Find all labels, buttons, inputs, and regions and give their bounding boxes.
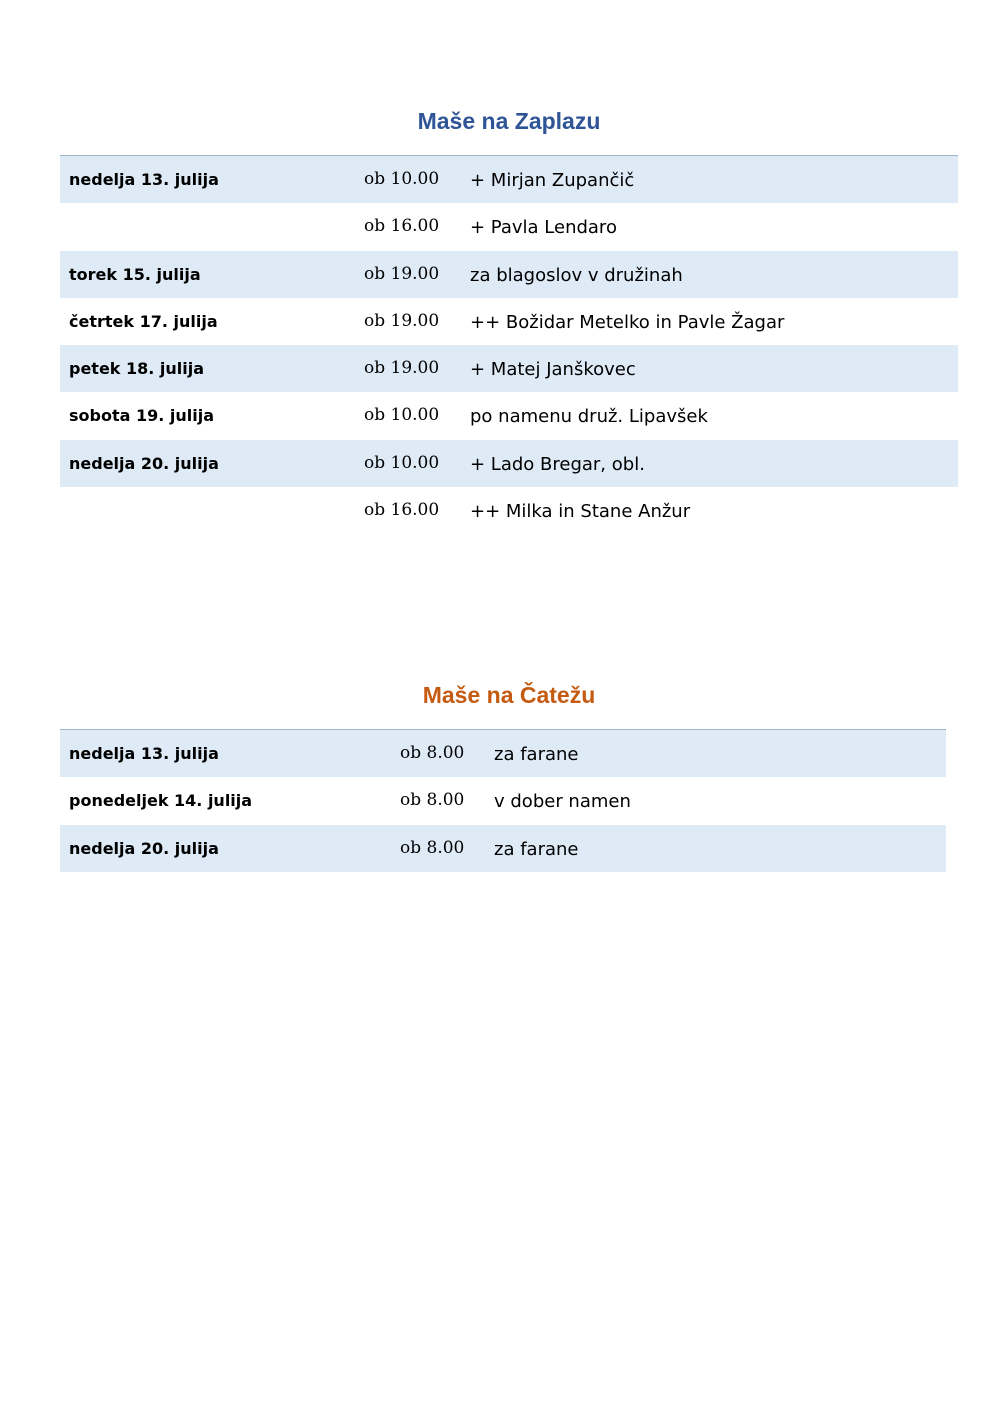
row-time: ob 19.00 bbox=[364, 358, 440, 379]
row-intent: + Lado Bregar, obl. bbox=[470, 453, 645, 475]
section-title-catez: Maše na Čatežu bbox=[422, 682, 596, 708]
table-row bbox=[60, 825, 946, 872]
table-row bbox=[60, 251, 958, 298]
section-title-zaplaz: Maše na Zaplazu bbox=[417, 108, 601, 134]
row-intent: + Pavla Lendaro bbox=[470, 217, 617, 239]
row-date: sobota 19. julija bbox=[69, 406, 215, 426]
table-row bbox=[60, 440, 958, 487]
row-time: ob 10.00 bbox=[364, 452, 440, 473]
row-time: ob 10.00 bbox=[364, 169, 440, 189]
row-time: ob 16.00 bbox=[364, 216, 440, 237]
row-time: ob 8.00 bbox=[400, 743, 465, 763]
row-time: ob 16.00 bbox=[364, 500, 440, 521]
row-intent: + Matej Janškovec bbox=[470, 359, 636, 381]
row-intent: za blagoslov v družinah bbox=[470, 264, 683, 286]
row-date: nedelja 20. julija bbox=[69, 838, 219, 858]
table-row bbox=[60, 298, 958, 345]
row-time: ob 19.00 bbox=[364, 263, 440, 284]
row-date: četrtek 17. julija bbox=[69, 311, 218, 331]
row-date: nedelja 13. julija bbox=[69, 170, 219, 189]
row-time: ob 8.00 bbox=[400, 837, 465, 858]
row-intent: v dober namen bbox=[494, 791, 631, 813]
row-intent: + Mirjan Zupančič bbox=[470, 170, 635, 191]
row-intent: za farane bbox=[494, 744, 579, 765]
row-intent: po namenu druž. Lipavšek bbox=[470, 406, 708, 428]
schedule-table-zaplaz bbox=[60, 155, 958, 534]
row-date: nedelja 20. julija bbox=[69, 453, 219, 473]
table-row bbox=[60, 203, 958, 250]
table-row bbox=[60, 156, 958, 203]
table-row bbox=[60, 487, 958, 534]
table-row bbox=[60, 392, 958, 439]
row-intent: ++ Božidar Metelko in Pavle Žagar bbox=[470, 311, 785, 333]
row-date: nedelja 13. julija bbox=[69, 744, 219, 763]
row-time: ob 8.00 bbox=[400, 790, 465, 811]
row-intent: ++ Milka in Stane Anžur bbox=[470, 501, 691, 523]
row-date: petek 18. julija bbox=[69, 359, 205, 379]
table-row bbox=[60, 730, 946, 777]
schedule-table-catez bbox=[60, 729, 946, 872]
row-date: ponedeljek 14. julija bbox=[69, 791, 253, 811]
row-intent: za farane bbox=[494, 838, 579, 860]
table-row bbox=[60, 345, 958, 392]
row-time: ob 19.00 bbox=[364, 310, 440, 331]
row-date: torek 15. julija bbox=[69, 264, 201, 284]
table-row bbox=[60, 777, 946, 824]
row-time: ob 10.00 bbox=[364, 405, 440, 426]
